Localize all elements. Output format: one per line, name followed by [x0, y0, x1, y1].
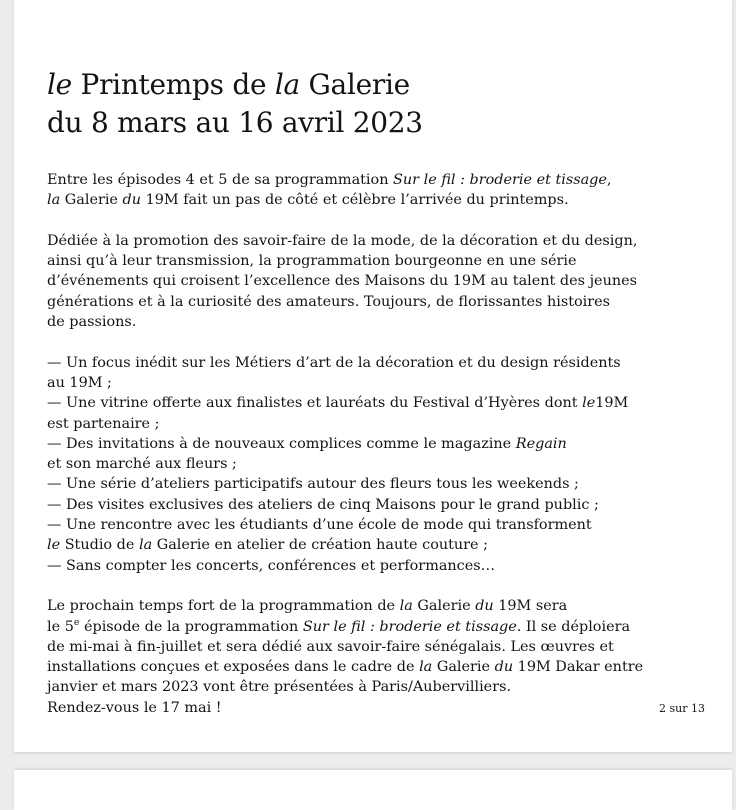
text-segment: janvier et mars 2023 vont être présentées à Paris/Aubervilliers.: [47, 679, 512, 696]
text-segment: Galerie: [412, 598, 476, 615]
text-segment: Galerie en atelier de création haute couture ;: [152, 537, 488, 554]
next-page: [14, 770, 732, 810]
paragraph: [47, 231, 697, 332]
text-segment: 19M sera: [493, 598, 568, 615]
page-title: [47, 66, 423, 142]
text-line: [47, 393, 697, 413]
title-line-1: [47, 66, 423, 104]
page-number: 2 sur 13: [659, 702, 705, 715]
text-line: [47, 535, 697, 555]
body-text: [47, 170, 697, 738]
italic-text: la: [399, 598, 413, 615]
text-segment: Le prochain temps fort de la programmation de: [47, 598, 400, 615]
text-segment: Galerie: [299, 68, 410, 101]
text-segment: d’événements qui croisent l’excellence des Maisons du 19M au talent des jeunes: [47, 273, 638, 290]
text-segment: — Une rencontre avec les étudiants d’une école de mode qui transforment: [47, 517, 592, 534]
text-line: [47, 373, 697, 393]
text-segment: et son marché aux fleurs ;: [47, 456, 237, 473]
text-segment: — Sans compter les concerts, conférences et performances…: [47, 557, 496, 574]
text-line: [47, 454, 697, 474]
text-segment: Galerie: [432, 659, 495, 676]
paragraph: [47, 170, 697, 211]
text-line: [47, 353, 697, 373]
text-segment: au 19M ;: [47, 374, 112, 391]
text-segment: — Un focus inédit sur les Métiers d’art de la décoration et du design résidents: [47, 354, 621, 371]
italic-text: du: [122, 192, 142, 209]
title-line-2: du 8 mars au 16 avril 2023: [47, 106, 423, 139]
text-line: [47, 617, 697, 637]
text-line: [47, 637, 697, 657]
text-segment: Printemps de: [71, 68, 275, 101]
text-segment: Rendez-vous le 17 mai !: [47, 699, 222, 716]
italic-text: du: [475, 598, 494, 615]
text-line: [47, 596, 697, 616]
italic-text: la: [419, 659, 433, 676]
text-line: [47, 677, 697, 697]
text-segment: installations conçues et exposées dans le cadre de: [47, 659, 420, 676]
text-segment: Dédiée à la promotion des savoir-faire de la mode, de la décoration et du design,: [47, 232, 638, 249]
text-line: [47, 271, 697, 291]
text-segment: le 5: [47, 618, 74, 635]
text-segment: de passions.: [47, 314, 137, 331]
text-segment: — Des visites exclusives des ateliers de cinq Maisons pour le grand public ;: [47, 496, 599, 513]
text-segment: — Une vitrine offerte aux finalistes et lauréats du Festival d’Hyères dont: [47, 395, 583, 412]
text-line: [47, 515, 697, 535]
text-segment: ainsi qu’à leur transmission, la programmation bourgeonne en une série: [47, 253, 577, 270]
italic-text: le: [47, 68, 72, 101]
text-line: [47, 474, 697, 494]
text-segment: générations et à la curiosité des amateurs. Toujours, de florissantes histoires: [47, 293, 611, 310]
italic-text: le: [582, 395, 596, 412]
text-line: [47, 414, 697, 434]
paragraph: [47, 353, 697, 576]
text-line: [47, 556, 697, 576]
text-segment: 19M fait un pas de côté et célèbre l’arrivée du printemps.: [141, 192, 569, 209]
text-segment: épisode de la programmation: [79, 618, 303, 635]
italic-text: du: [494, 659, 514, 676]
text-segment: e: [73, 616, 80, 628]
text-line: [47, 170, 697, 190]
italic-text: Sur le fil : broderie et tissage: [302, 618, 517, 635]
text-segment: Studio de: [60, 537, 139, 554]
text-line: [47, 434, 697, 454]
text-line: [47, 231, 697, 251]
text-segment: ,: [606, 172, 612, 188]
text-segment: est partenaire ;: [47, 415, 160, 432]
document-page: [14, 0, 732, 752]
italic-text: Regain: [515, 435, 567, 452]
text-line: [47, 251, 697, 271]
text-segment: de mi-mai à fin-juillet et sera dédié aux savoir-faire sénégalais. Les œuvres et: [47, 638, 614, 655]
text-line: [47, 495, 697, 515]
italic-text: la: [47, 192, 61, 209]
italic-text: la: [138, 537, 153, 554]
paragraph: [47, 596, 697, 718]
italic-text: le: [47, 537, 61, 554]
italic-text: Sur le fil : broderie et tissage: [393, 172, 607, 188]
text-line: [47, 698, 697, 718]
text-line: [47, 292, 697, 312]
text-line: [47, 312, 697, 332]
italic-text: la: [274, 68, 300, 101]
text-line: [47, 190, 697, 210]
text-segment: 19M: [595, 395, 629, 412]
text-segment: — Des invitations à de nouveaux complices comme le magazine: [47, 435, 516, 452]
text-line: [47, 657, 697, 677]
text-segment: Galerie: [60, 192, 123, 209]
text-segment: 19M Dakar entre: [513, 659, 644, 676]
text-segment: — Une série d’ateliers participatifs autour des fleurs tous les weekends ;: [47, 476, 579, 493]
text-segment: . Il se déploiera: [516, 618, 631, 635]
text-segment: Entre les épisodes 4 et 5 de sa programmation: [47, 172, 394, 188]
